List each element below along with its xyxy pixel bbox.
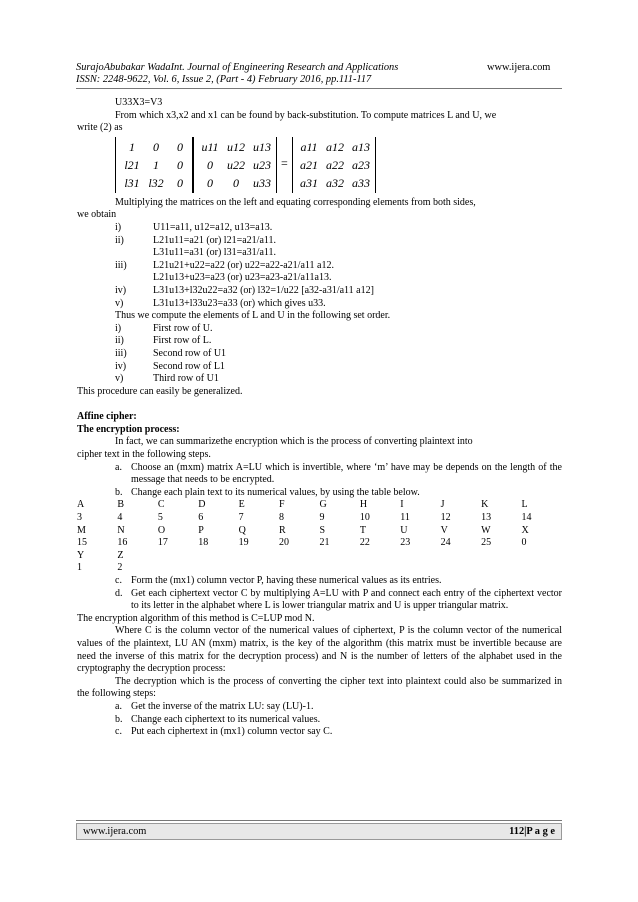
list-marker: a. (115, 700, 122, 712)
alphabet-cell: N (117, 524, 125, 536)
alphabet-cell: 16 (117, 537, 128, 549)
order-marker: v) (115, 373, 124, 385)
alphabet-cell: 19 (238, 537, 249, 549)
alphabet-cell: R (279, 524, 286, 536)
derivation-step (77, 260, 562, 273)
matrix-u-cell: u33 (253, 175, 271, 190)
alphabet-cell (198, 550, 238, 563)
alphabet-cell: C (157, 499, 165, 511)
step-text: L31u13+l32u22=a32 (or) l32=1/u22 [a32-a31/a11 a12] (153, 284, 374, 296)
encryption-steps-c-d (77, 575, 562, 613)
alphabet-cell: J (440, 499, 445, 511)
alphabet-cell: 6 (198, 512, 204, 524)
encryption-step (77, 487, 562, 500)
alphabet-cell: 23 (400, 537, 411, 549)
order-text: Second row of L1 (153, 360, 225, 372)
intro-sentence (77, 110, 562, 135)
alphabet-cell (400, 550, 440, 563)
alphabet-row (77, 499, 562, 512)
step-text: L21u21+u22=a22 (or) u22=a22-a21/a11 a12. (153, 259, 334, 271)
footer-rule (76, 820, 562, 821)
order-marker: iv) (115, 360, 127, 372)
alphabet-cell: 5 (157, 512, 163, 524)
alphabet-cell (481, 550, 521, 563)
alphabet-cell (158, 550, 198, 563)
step-marker (77, 272, 153, 285)
order-marker: i) (115, 322, 122, 334)
alphabet-cell (319, 562, 359, 575)
matrix-l-cell: l32 (148, 175, 164, 190)
alphabet-cell: A (77, 499, 85, 511)
matrix-u (193, 137, 277, 193)
matrix-a-cell: a12 (326, 139, 344, 154)
alphabet-cell: B (117, 499, 125, 511)
step-marker: ii) (115, 234, 124, 246)
matrix-l (115, 137, 193, 193)
alphabet-cell (198, 562, 238, 575)
alphabet-row (77, 525, 562, 538)
footer-url-link[interactable]: www.ijera.com (83, 826, 147, 837)
order-text: First row of U. (153, 322, 213, 334)
encryption-intro-a: In fact, we can summarizethe encryption which is the process of converting plaintext into (115, 436, 473, 448)
alphabet-cell: G (319, 499, 327, 511)
alphabet-cell: 25 (481, 537, 492, 549)
alphabet-cell (400, 562, 440, 575)
matrix-a-cell: a31 (300, 175, 318, 190)
equals-sign: = (281, 155, 288, 170)
alphabet-cell (279, 550, 319, 563)
order-item (77, 335, 562, 348)
page-header (0, 0, 638, 92)
step-marker: iv) (115, 284, 127, 296)
alphabet-cell: I (400, 499, 404, 511)
alphabet-cell: 20 (279, 537, 290, 549)
matrix-l-cell: 0 (177, 139, 183, 154)
derivation-step (77, 235, 562, 248)
alphabet-table (77, 499, 562, 575)
alphabet-cell: E (238, 499, 245, 511)
where-paragraph: Where C is the column vector of the numerical values of ciphertext, P is the column vector of the numerical values of the plaintext, LU AN (mxm) matrix, is the key of the algorithm (this matrix must be invertible because are need the inverse of this matrix for the decryption process) and N is the number of letters of the alphabet used in the cryptography the decryption process: (77, 625, 562, 675)
order-text: First row of L. (153, 335, 212, 347)
step-text: L31u11=a31 (or) l31=a31/a11. (153, 247, 277, 259)
matrix-u-cell: 0 (207, 175, 213, 190)
alphabet-cell: V (440, 524, 448, 536)
matrix-u-cell: u22 (227, 157, 245, 172)
encryption-intro (77, 436, 562, 461)
alphabet-cell: X (521, 524, 529, 536)
step-marker: iii) (115, 259, 127, 271)
alphabet-cell (319, 550, 359, 563)
multiply-line2: we obtain (77, 209, 117, 221)
intro-sentence-a: From which x3,x2 and x1 can be found by back-substitution. To compute matrices L and U, we (115, 109, 497, 121)
alphabet-cell: K (481, 499, 489, 511)
list-marker: a. (115, 461, 122, 473)
alphabet-cell: 9 (319, 512, 325, 524)
alphabet-cell: 24 (440, 537, 451, 549)
matrix-u-cell: 0 (233, 175, 239, 190)
derivation-step (77, 285, 562, 298)
decryption-step (77, 726, 562, 739)
page-footer (76, 823, 562, 840)
list-text: Choose an (mxm) matrix A=LU which is invertible, where ‘m’ have may be depends on the length of the message that needs to be encrypted. (131, 461, 562, 486)
alphabet-cell: Y (77, 549, 85, 561)
matrix-a-cell: a23 (352, 157, 370, 172)
alphabet-cell: 21 (319, 537, 330, 549)
page-number-text: 112|P a g e (509, 826, 555, 837)
step-text: L31u13+l33u23=a33 (or) which gives u33. (153, 297, 326, 309)
generalize-note: This procedure can easily be generalized. (77, 385, 243, 397)
alphabet-cell: S (319, 524, 325, 536)
encryption-algorithm: The encryption algorithm of this method is C=LUP mod N. (77, 612, 315, 624)
encryption-step (77, 588, 562, 613)
list-text: Get each ciphertext vector C by multiplying A=LU with P and connect each entry of the ciphertext vector to its letter in the alphabet where L is lower triangular matrix and U is upper triangular matrix. (131, 587, 562, 612)
alphabet-cell: L (521, 499, 528, 511)
step-marker (77, 247, 153, 260)
list-text: Put each ciphertext in (mx1) column vector say C. (131, 726, 333, 738)
alphabet-cell: D (198, 499, 206, 511)
encryption-intro-b: cipher text in the following steps. (77, 449, 211, 461)
list-text: Get the inverse of the matrix LU: say (LU)-1. (131, 700, 314, 712)
alphabet-row (77, 512, 562, 525)
matrix-u-cell: u11 (201, 139, 219, 154)
issn-line: ISSN: 2248-9622, Vol. 6, Issue 2, (Part - 4) February 2016, pp.111-117 (76, 74, 372, 85)
alphabet-cell: 15 (77, 537, 87, 549)
list-text: Change each plain text to its numerical values, by using the table below. (131, 486, 420, 498)
alphabet-cell: 1 (77, 562, 82, 574)
alphabet-row (77, 562, 562, 575)
step-marker: v) (115, 297, 124, 309)
affine-heading: Affine cipher: (77, 411, 137, 423)
matrix-l-cell: 1 (129, 139, 135, 154)
matrix-equation (77, 137, 562, 195)
decryption-paragraph: The decryption which is the process of converting the cipher text into plaintext could also be summarized in the following steps: (77, 675, 562, 700)
step-text: L21u13+u23=a23 (or) u23=a23-a21/a11a13. (153, 272, 332, 284)
matrix-u-cell: u13 (253, 139, 271, 154)
alphabet-cell (441, 550, 481, 563)
decryption-step (77, 701, 562, 714)
alphabet-cell: Z (117, 549, 124, 561)
derivation-step (77, 272, 562, 285)
matrix-u-cell: u23 (253, 157, 271, 172)
matrix-a-cell: a21 (300, 157, 318, 172)
matrix-u-cell: u12 (227, 139, 245, 154)
order-item (77, 348, 562, 361)
alphabet-cell: 7 (238, 512, 244, 524)
alphabet-cell: F (279, 499, 285, 511)
decryption-steps (77, 701, 562, 739)
alphabet-cell: 8 (279, 512, 285, 524)
alphabet-cell: W (481, 524, 491, 536)
matrix-l-cell: l21 (124, 157, 140, 172)
list-marker: b. (115, 713, 123, 725)
matrix-a (292, 137, 376, 193)
alphabet-row (77, 550, 562, 563)
intro-equation: U33X3=V3 (115, 97, 163, 108)
alphabet-cell (481, 562, 521, 575)
alphabet-cell: O (157, 524, 166, 536)
encryption-steps-a-b (77, 462, 562, 500)
matrix-u-cell: 0 (207, 157, 213, 172)
list-text: Change each ciphertext to its numerical values. (131, 713, 321, 725)
page-number (509, 826, 555, 839)
alphabet-cell: 3 (77, 512, 82, 524)
matrix-a-cell: a13 (352, 139, 370, 154)
order-intro: Thus we compute the elements of L and U in the following set order. (115, 310, 391, 322)
alphabet-cell: U (400, 524, 408, 536)
alphabet-cell: Q (238, 524, 246, 536)
derivation-steps (77, 222, 562, 310)
alphabet-cell (521, 562, 562, 575)
alphabet-cell: 18 (198, 537, 209, 549)
intro-sentence-b: write (2) as (77, 122, 123, 134)
matrix-a-cell: a22 (326, 157, 344, 172)
alphabet-cell (360, 562, 400, 575)
matrix-l-cell: l31 (124, 175, 140, 190)
list-marker: b. (115, 486, 123, 498)
header-rule (76, 88, 562, 89)
journal-title: SurajoAbubakar WadaInt. Journal of Engineering Research and Applications (76, 62, 399, 73)
step-text: L21u11=a21 (or) l21=a21/a11. (153, 234, 277, 246)
alphabet-cell: 11 (400, 512, 410, 524)
alphabet-cell (360, 550, 400, 563)
alphabet-cell (279, 562, 319, 575)
matrix-a-cell: a32 (326, 175, 344, 190)
derivation-step (77, 222, 562, 235)
matrix-a-cell: a11 (300, 139, 318, 154)
alphabet-cell: 10 (359, 512, 370, 524)
alphabet-cell: 2 (117, 562, 123, 574)
alphabet-cell: H (359, 499, 368, 511)
order-marker: iii) (115, 347, 127, 359)
list-marker: c. (115, 575, 122, 586)
alphabet-cell: P (198, 524, 204, 536)
derivation-step (77, 247, 562, 260)
derivation-step (77, 298, 562, 311)
list-marker: d. (115, 587, 123, 599)
order-list (77, 323, 562, 386)
encryption-heading: The encryption process: (77, 423, 180, 435)
multiply-paragraph (77, 197, 562, 222)
alphabet-cell: 13 (481, 512, 492, 524)
order-marker: ii) (115, 335, 124, 347)
alphabet-cell (158, 562, 198, 575)
alphabet-cell: M (77, 524, 86, 536)
order-item (77, 323, 562, 336)
matrix-a-cell: a33 (352, 175, 370, 190)
alphabet-cell (239, 550, 279, 563)
alphabet-cell: 17 (157, 537, 168, 549)
order-text: Second row of U1 (153, 347, 227, 359)
alphabet-cell (441, 562, 481, 575)
order-text: Third row of U1 (153, 373, 219, 385)
alphabet-cell: 4 (117, 512, 123, 524)
order-item (77, 373, 562, 386)
alphabet-cell (239, 562, 279, 575)
list-marker: c. (115, 726, 122, 738)
multiply-line1: Multiplying the matrices on the left and equating corresponding elements from both sides, (115, 196, 476, 208)
encryption-step (77, 575, 562, 588)
alphabet-cell: 22 (359, 537, 370, 549)
step-marker: i) (115, 221, 122, 233)
order-item (77, 361, 562, 374)
alphabet-cell: 14 (521, 512, 532, 524)
encryption-step (77, 462, 562, 487)
page-body (77, 97, 562, 739)
matrix-l-cell: 0 (177, 175, 183, 190)
alphabet-cell: 12 (440, 512, 451, 524)
alphabet-cell: T (359, 524, 366, 536)
matrix-l-cell: 0 (153, 139, 159, 154)
alphabet-cell: 0 (521, 537, 527, 549)
alphabet-cell (521, 550, 562, 563)
alphabet-row (77, 537, 562, 550)
decryption-step (77, 714, 562, 727)
header-url-link[interactable]: www.ijera.com (487, 62, 551, 73)
matrix-l-cell: 0 (177, 157, 183, 172)
matrix-l-cell: 1 (153, 157, 159, 172)
list-text: Form the (mx1) column vector P, having these numerical values as its entries. (131, 575, 442, 586)
step-text: U11=a11, u12=a12, u13=a13. (153, 221, 273, 233)
